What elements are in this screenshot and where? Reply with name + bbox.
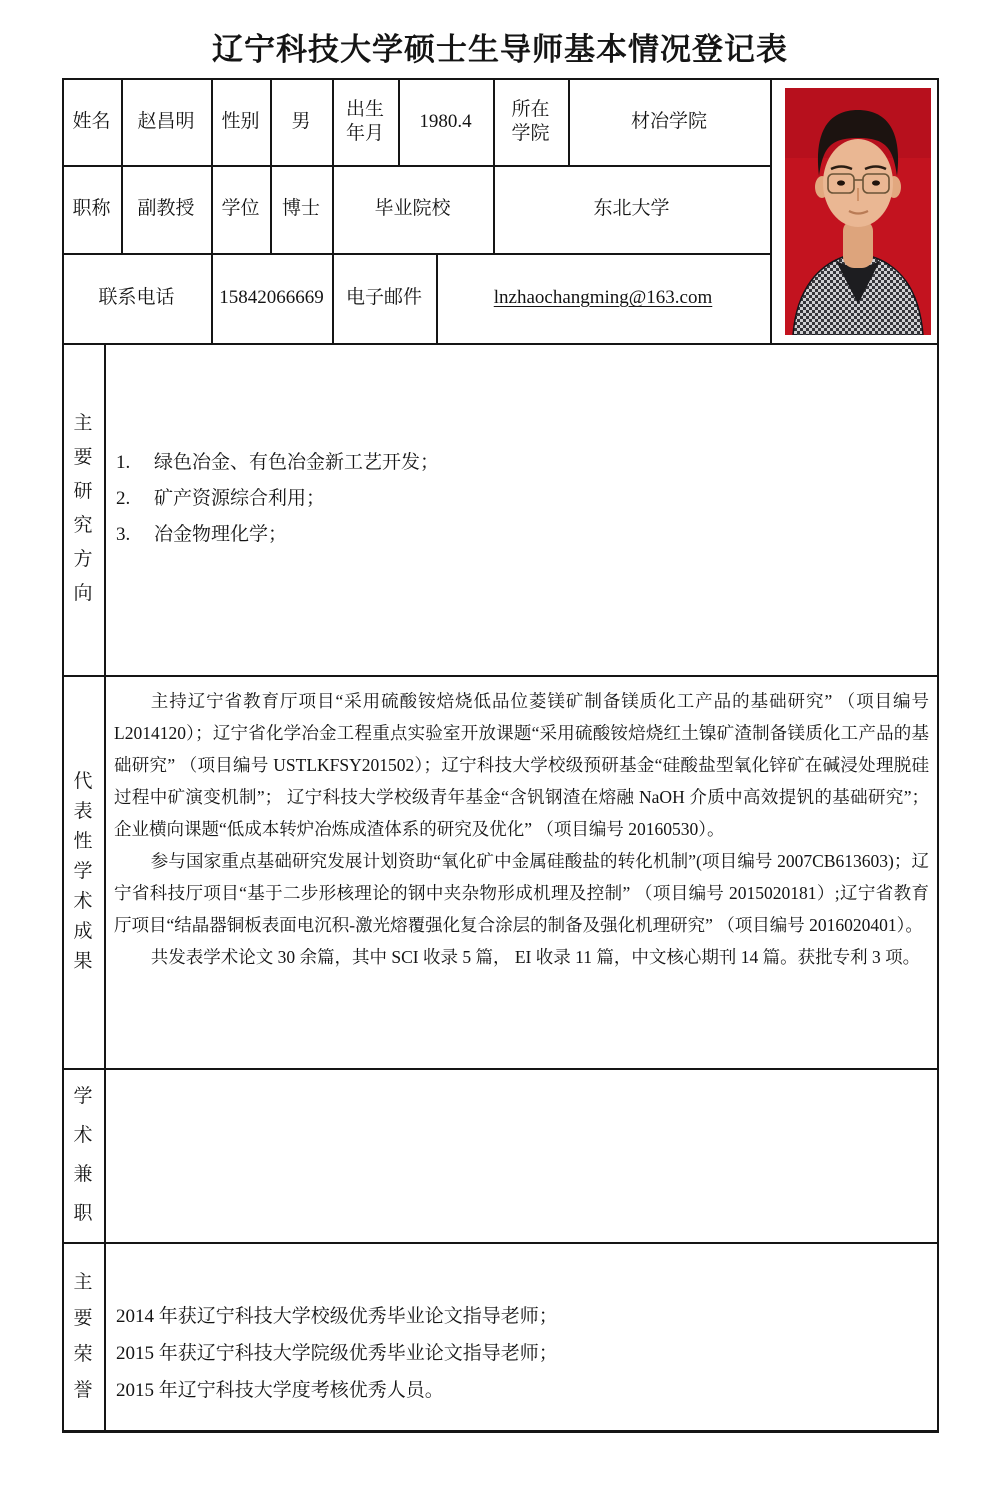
honor-line: 2014 年获辽宁科技大学校级优秀毕业论文指导老师； bbox=[116, 1306, 558, 1327]
academic-posts-label: 学术兼职 bbox=[73, 1086, 93, 1224]
birth-label: 出生年月 bbox=[345, 98, 384, 144]
honors-content bbox=[104, 1242, 937, 1432]
email-value[interactable]: lnzhaochangming@163.com bbox=[493, 287, 713, 309]
gender-label: 性别 bbox=[221, 110, 260, 132]
college-value: 材冶学院 bbox=[630, 110, 707, 132]
item-text: 绿色冶金、有色冶金新工艺开发； bbox=[154, 452, 440, 473]
research-direction-item bbox=[116, 481, 927, 517]
name-label: 姓名 bbox=[72, 110, 111, 132]
item-number: 1. bbox=[116, 452, 131, 473]
birth-value: 1980.4 bbox=[419, 110, 472, 132]
research-directions-content bbox=[104, 343, 937, 675]
job-title-label: 职称 bbox=[72, 198, 111, 220]
item-number: 2. bbox=[116, 488, 131, 509]
item-text: 冶金物理化学； bbox=[154, 524, 288, 545]
item-text: 矿产资源综合利用； bbox=[154, 488, 326, 509]
portrait-photo-graphic bbox=[785, 88, 931, 335]
research-direction-item bbox=[116, 445, 927, 481]
table-border bbox=[937, 78, 939, 1433]
research-direction-item bbox=[116, 517, 927, 553]
achievements-paragraph: 参与国家重点基础研究发展计划资助“氧化矿中金属硅酸盐的转化机制”(项目编号 2007CB613603)；辽宁省科技厅项目“基于二步形核理论的钢中夹杂物形成机理及控制” （项目编号 2015020181）;辽宁省教育厅项目“结晶器铜板表面电沉积-激光熔覆强化复合涂层的制备及强化机理研究” （项目编号 2016020401）。 bbox=[114, 851, 929, 935]
academic-posts-content bbox=[104, 1068, 937, 1242]
honor-line: 2015 年辽宁科技大学度考核优秀人员。 bbox=[116, 1380, 444, 1401]
honor-line: 2015 年获辽宁科技大学院级优秀毕业论文指导老师； bbox=[116, 1343, 558, 1364]
name-value: 赵昌明 bbox=[137, 110, 195, 132]
portrait-photo bbox=[785, 88, 931, 335]
achievements-paragraph: 主持辽宁省教育厅项目“采用硫酸铵焙烧低品位菱镁矿制备镁质化工产品的基础研究” （项目编号 L2014120）；辽宁省化学冶金工程重点实验室开放课题“采用硫酸铵焙烧红土镍矿渣制备镁质化工产品的基础研究” （项目编号 USTLKFSY201502）；辽宁科技大学校级预研基金“硅酸盐型氧化锌矿在碱浸处理脱硅过程中矿演变机制”； 辽宁科技大学校级青年基金“含钒钢渣在熔融 NaOH 介质中高效提钒的基础研究”；企业横向课题“低成本转炉冶炼成渣体系的研究及优化” （项目编号 20160530）。 bbox=[114, 691, 929, 839]
graduate-school-value: 东北大学 bbox=[593, 198, 670, 220]
research-directions-label: 主要研究方向 bbox=[73, 413, 93, 604]
phone-value: 15842066669 bbox=[219, 287, 324, 309]
honors-label: 主要荣誉 bbox=[73, 1272, 93, 1401]
degree-value: 博士 bbox=[281, 198, 320, 220]
achievements-label: 代表性学术成果 bbox=[73, 770, 93, 972]
job-title-value: 副教授 bbox=[137, 198, 195, 220]
page-title: 辽宁科技大学硕士生导师基本情况登记表 bbox=[212, 32, 788, 67]
table-border bbox=[770, 78, 772, 343]
degree-label: 学位 bbox=[221, 198, 260, 220]
gender-value: 男 bbox=[291, 110, 311, 132]
item-number: 3. bbox=[116, 524, 131, 545]
achievements-content bbox=[104, 675, 937, 1068]
email-label: 电子邮件 bbox=[345, 287, 422, 309]
achievements-paragraph: 共发表学术论文 30 余篇，其中 SCI 收录 5 篇， EI 收录 11 篇，中文核心期刊 14 篇。获批专利 3 项。 bbox=[150, 947, 921, 967]
graduate-school-label: 毕业院校 bbox=[374, 198, 451, 220]
college-label: 所在学院 bbox=[511, 98, 550, 144]
phone-label: 联系电话 bbox=[98, 287, 175, 309]
